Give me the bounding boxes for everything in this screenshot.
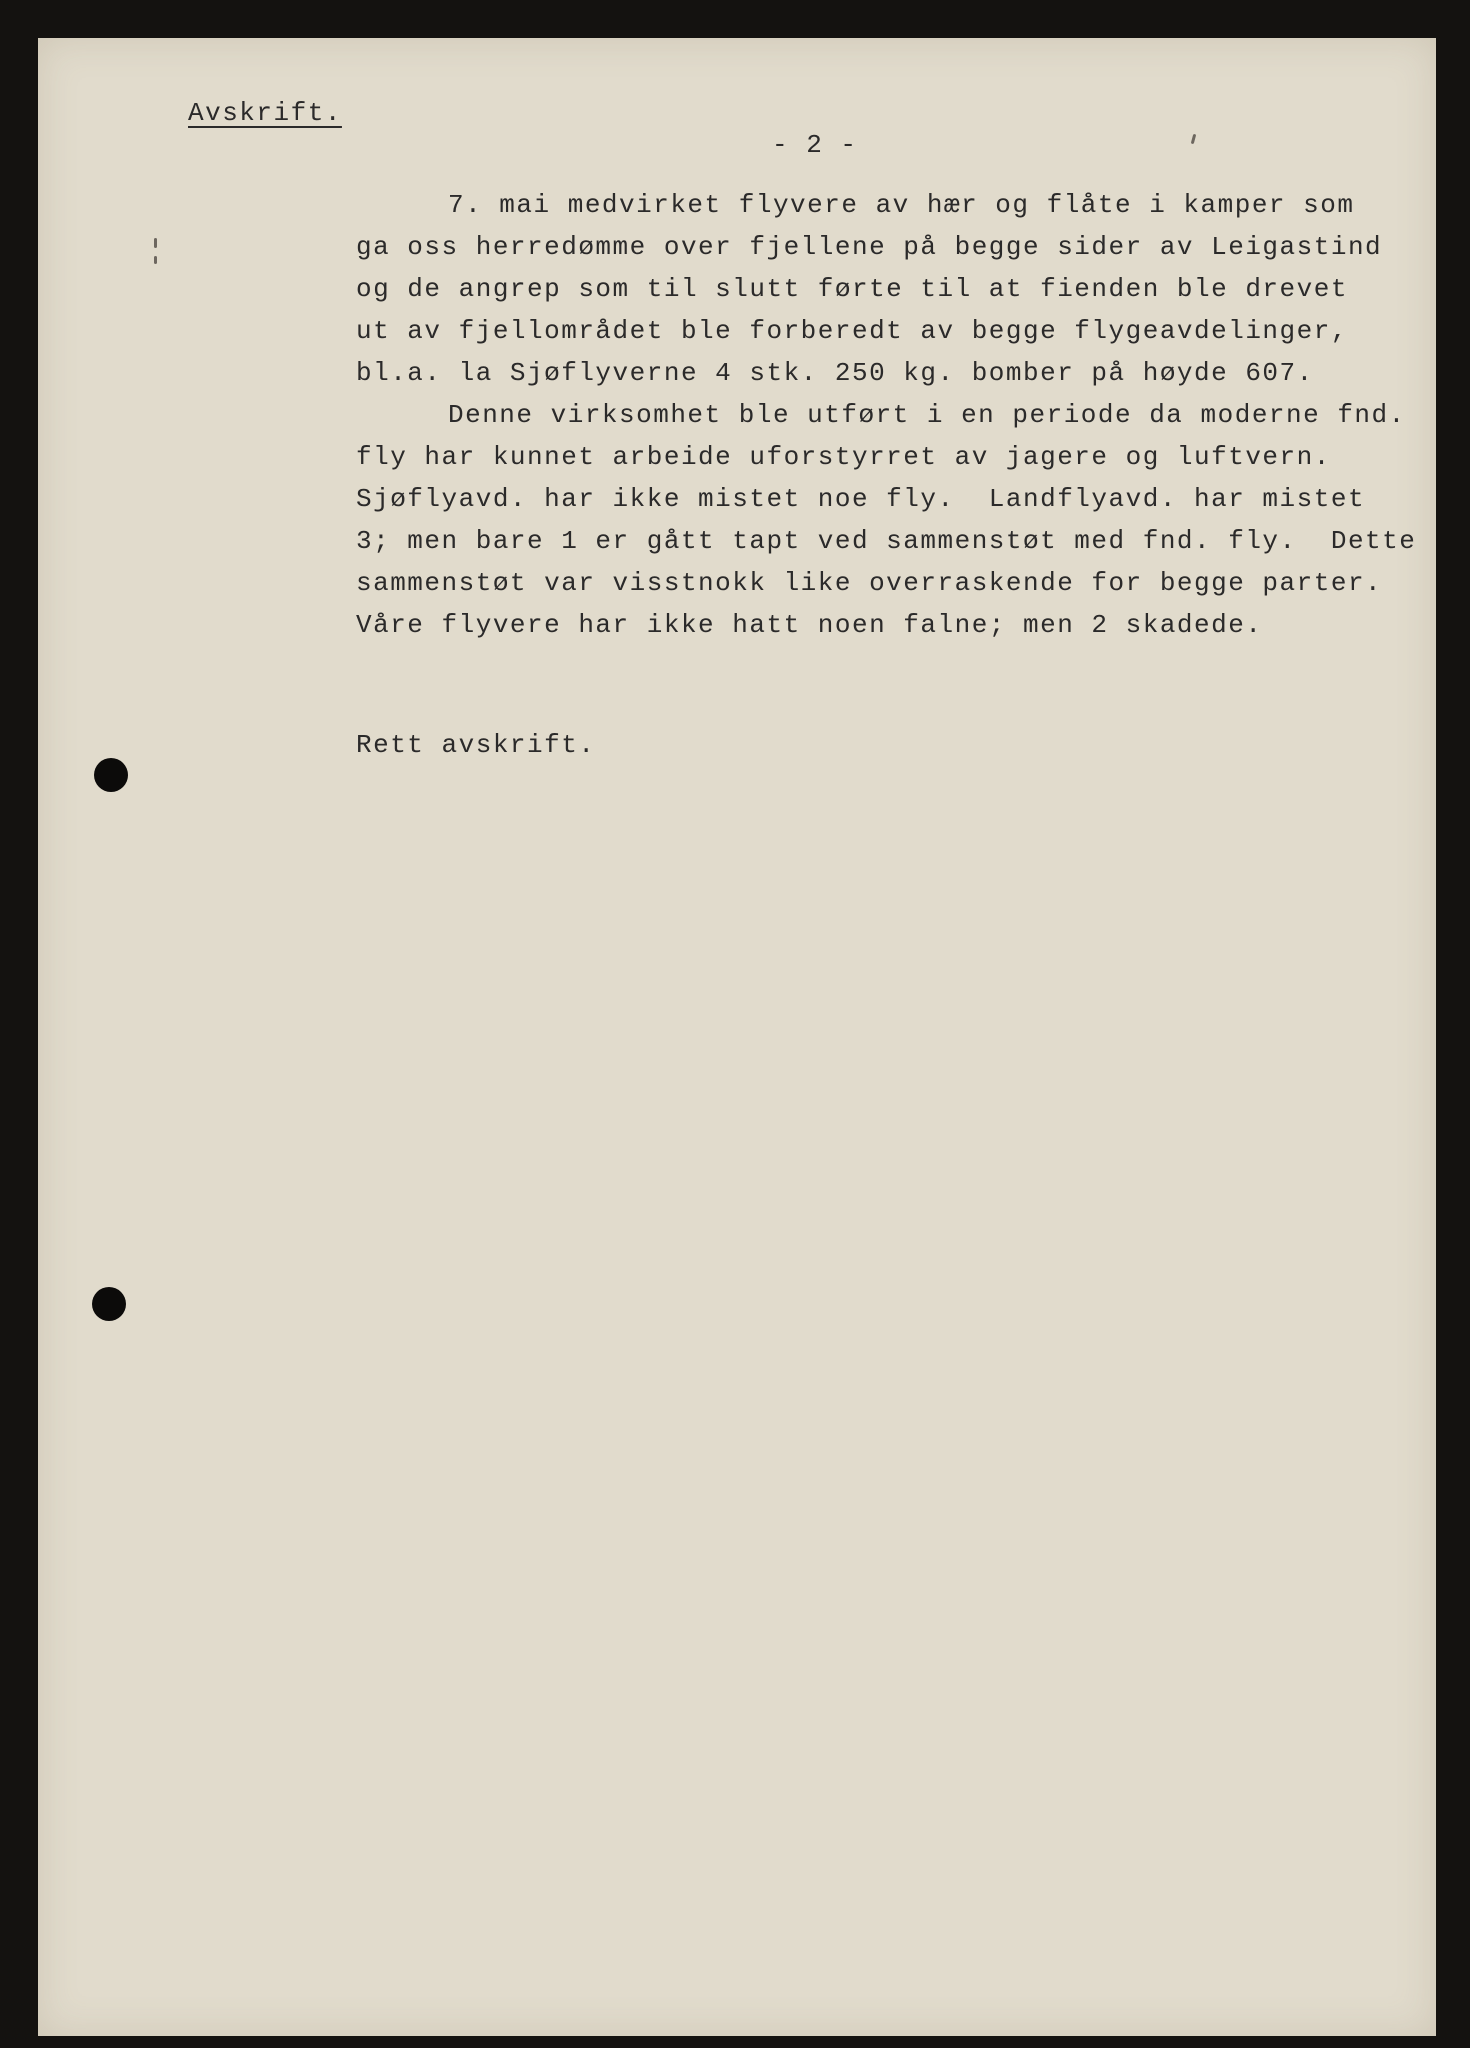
body-line: ut av fjellområdet ble forberedt av begge flygeavdelinger, [356, 316, 1348, 346]
punch-hole [92, 1287, 126, 1321]
body-line: Våre flyvere har ikke hatt noen falne; men 2 skadede. [356, 610, 1263, 640]
page-number: - 2 - [772, 130, 858, 160]
stray-mark [154, 256, 157, 264]
body-line: og de angrep som til slutt førte til at fienden ble drevet [356, 274, 1348, 304]
punch-hole [94, 758, 128, 792]
body-line: Denne virksomhet ble utført i en periode da moderne fnd. [448, 400, 1406, 430]
body-line: 7. mai medvirket flyvere av hær og flåte i kamper som [448, 190, 1355, 220]
body-line: bl.a. la Sjøflyverne 4 stk. 250 kg. bomber på høyde 607. [356, 358, 1314, 388]
body-line: 3; men bare 1 er gått tapt ved sammenstøt med fnd. fly. Dette [356, 526, 1417, 556]
body-line: Sjøflyavd. har ikke mistet noe fly. Landflyavd. har mistet [356, 484, 1366, 514]
body-line: fly har kunnet arbeide uforstyrret av jagere og luftvern. [356, 442, 1331, 472]
body-line: ga oss herredømme over fjellene på begge sider av Leigastind [356, 232, 1383, 262]
stray-mark [154, 238, 157, 248]
closing-line: Rett avskrift. [356, 730, 596, 760]
document-heading: Avskrift. [188, 98, 342, 128]
body-line: sammenstøt var visstnokk like overraskende for begge parter. [356, 568, 1383, 598]
